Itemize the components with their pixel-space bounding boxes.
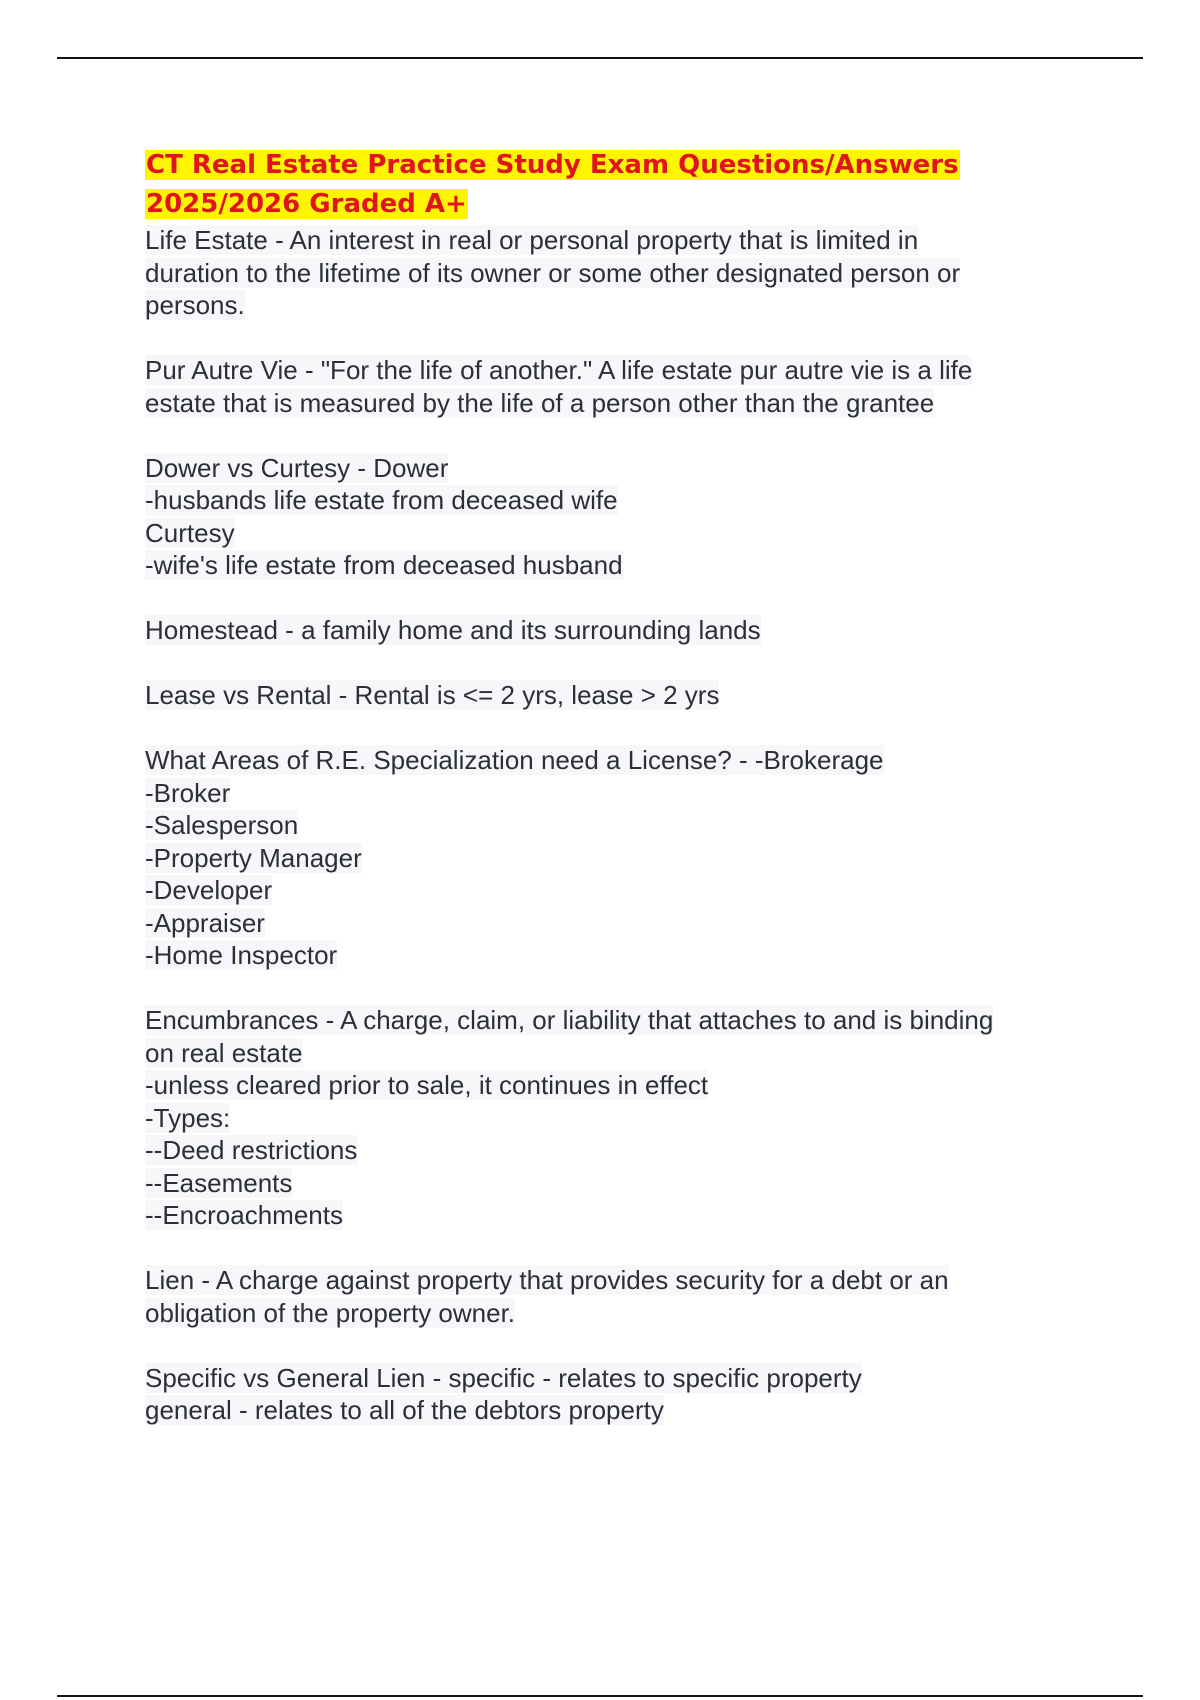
entry-text: general - relates to all of the debtors property	[145, 1395, 664, 1425]
entry-line	[145, 777, 1085, 810]
entry-text: duration to the lifetime of its owner or some other designated person or	[145, 257, 961, 288]
entry-line	[145, 679, 1085, 712]
entry-line	[145, 1362, 1085, 1395]
entry-text: obligation of the property owner.	[145, 1297, 516, 1328]
entry-text: -unless cleared prior to sale, it continues in effect	[145, 1070, 709, 1100]
entry-text: What Areas of R.E. Specialization need a License? - -Brokerage	[145, 745, 884, 775]
entry-text: -Home Inspector	[145, 940, 338, 970]
entry-line	[145, 907, 1085, 940]
entry-line	[145, 387, 1085, 420]
document-body	[145, 146, 1085, 1427]
flashcard-entry	[145, 224, 1085, 322]
entry-text: -wife's life estate from deceased husband	[145, 550, 623, 580]
entry-line	[145, 549, 1085, 582]
entry-text: Life Estate - An interest in real or personal property that is limited in	[145, 225, 919, 255]
entry-text: -Salesperson	[145, 810, 299, 840]
entry-line	[145, 1167, 1085, 1200]
entry-line	[145, 289, 1085, 322]
entry-text: -Broker	[145, 777, 231, 808]
flashcard-list	[145, 224, 1085, 1427]
entry-line	[145, 939, 1085, 972]
entry-text: Lien - A charge against property that provides security for a debt or an	[145, 1265, 949, 1295]
entry-line	[145, 484, 1085, 517]
entry-line	[145, 517, 1085, 550]
flashcard-entry	[145, 1004, 1085, 1232]
entry-text: Encumbrances - A charge, claim, or liability that attaches to and is binding	[145, 1005, 994, 1035]
entry-text: Homestead - a family home and its surrounding lands	[145, 615, 761, 645]
entry-line	[145, 842, 1085, 875]
entry-line	[145, 224, 1085, 257]
entry-line	[145, 809, 1085, 842]
title-line: CT Real Estate Practice Study Exam Questions/Answers	[146, 150, 959, 180]
entry-line	[145, 1004, 1085, 1037]
entry-line	[145, 1102, 1085, 1135]
entry-text: persons.	[145, 290, 245, 320]
entry-text: -husbands life estate from deceased wife	[145, 485, 618, 515]
entry-text: -Types:	[145, 1102, 231, 1133]
entry-line	[145, 1297, 1085, 1330]
entry-text: Curtesy	[145, 517, 235, 548]
entry-line	[145, 1394, 1085, 1427]
entry-text: Dower vs Curtesy - Dower	[145, 452, 449, 483]
entry-text: -Appraiser	[145, 907, 265, 938]
entry-line	[145, 1199, 1085, 1232]
entry-text: --Deed restrictions	[145, 1135, 358, 1165]
entry-text: --Encroachments	[145, 1200, 343, 1230]
entry-text: estate that is measured by the life of a person other than the grantee	[145, 387, 935, 418]
flashcard-entry	[145, 744, 1085, 972]
flashcard-entry	[145, 354, 1085, 419]
entry-text: -Property Manager	[145, 842, 362, 873]
entry-line	[145, 354, 1085, 387]
title-line: 2025/2026 Graded A+	[146, 189, 467, 219]
entry-line	[145, 1264, 1085, 1297]
entry-line	[145, 614, 1085, 647]
entry-text: -Developer	[145, 875, 273, 905]
entry-line	[145, 1037, 1085, 1070]
entry-line	[145, 1069, 1085, 1102]
entry-text: on real estate	[145, 1037, 303, 1068]
entry-text: --Easements	[145, 1167, 293, 1198]
entry-text: Specific vs General Lien - specific - relates to specific property	[145, 1362, 862, 1393]
entry-text: Lease vs Rental - Rental is <= 2 yrs, lease > 2 yrs	[145, 680, 720, 710]
entry-line	[145, 874, 1085, 907]
flashcard-entry	[145, 679, 1085, 712]
flashcard-entry	[145, 1362, 1085, 1427]
flashcard-entry	[145, 452, 1085, 582]
entry-line	[145, 452, 1085, 485]
top-rule	[57, 57, 1143, 59]
entry-text: Pur Autre Vie - "For the life of another." A life estate pur autre vie is a life	[145, 355, 973, 385]
entry-line	[145, 257, 1085, 290]
flashcard-entry	[145, 614, 1085, 647]
entry-line	[145, 1134, 1085, 1167]
flashcard-entry	[145, 1264, 1085, 1329]
bottom-rule	[57, 1695, 1143, 1697]
entry-line	[145, 744, 1085, 777]
document-title	[145, 146, 1085, 224]
